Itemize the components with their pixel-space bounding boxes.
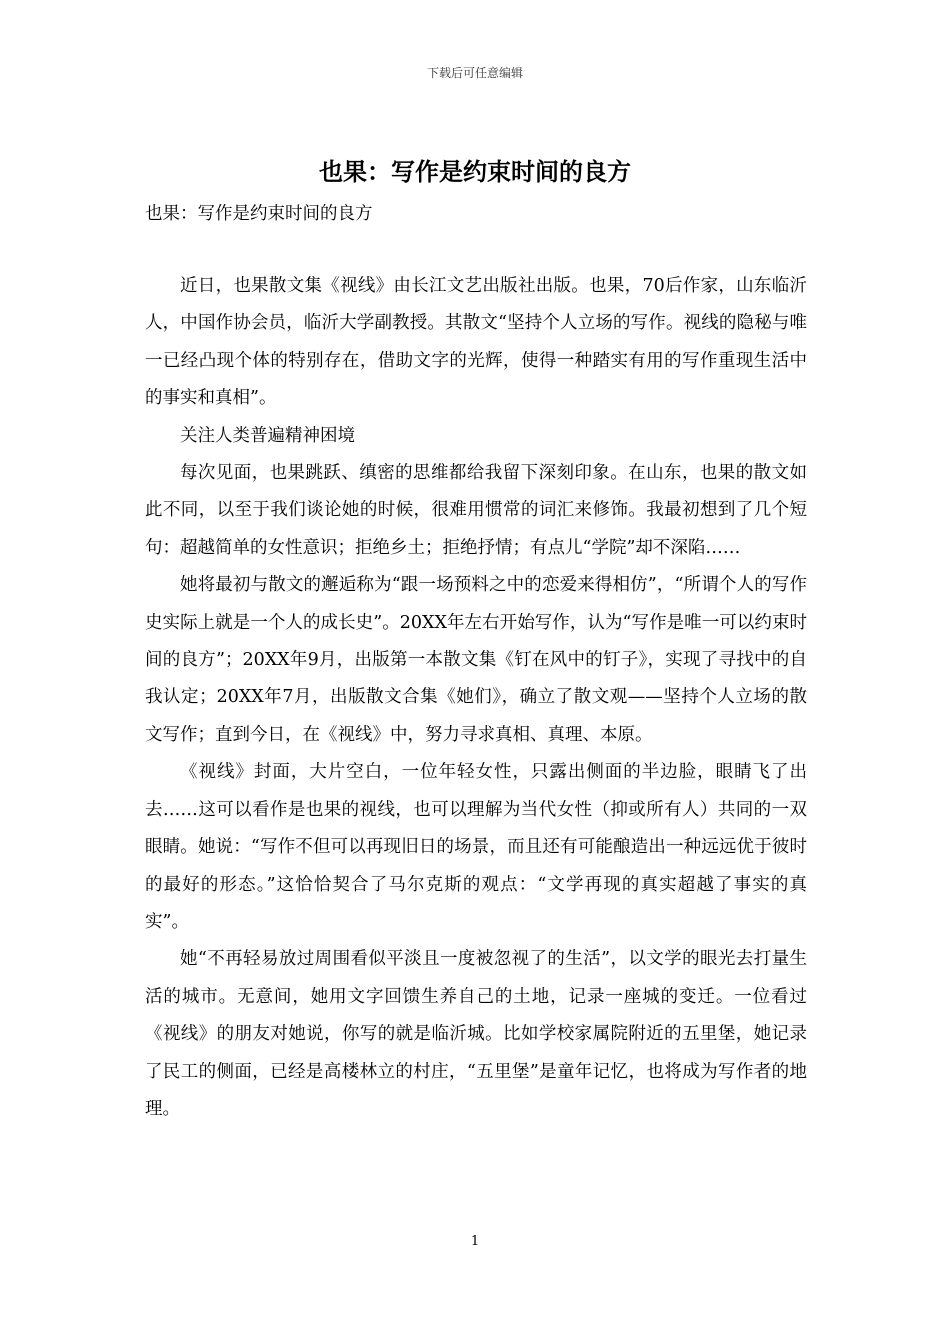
paragraph: 她“不再轻易放过周围看似平淡且一度被忽视了的生活”，以文学的眼光去打量生活的城市。无意间，她用文字回馈生养自己的土地，记录一座城的变迁。一位看过《视线》的朋友对她说，你写的就是临沂城。比如学校家属院附近的五里堡，她记录了民工的侧面，已经是高楼林立的村庄，“五里堡”是童年记忆，也将成为写作者的地理。 [145,949,807,1119]
page-number: 1 [470,1234,480,1249]
document-title: 也果：写作是约束时间的良方 [319,157,631,186]
article-body [145,268,807,1128]
document-subtitle: 也果：写作是约束时间的良方 [145,204,373,224]
header-note: 下载后可任意编辑 [426,66,523,80]
section-heading: 关注人类普遍精神困境 [180,425,355,446]
paragraph-intro: 近日，也果散文集《视线》由长江文艺出版社出版。也果，70后作家，山东临沂人，中国作协会员，临沂大学副教授。其散文“坚持个人立场的写作。视线的隐秘与唯一已经凸现个体的特别存在，借助文字的光辉，使得一种踏实有用的写作重现生活中的事实和真相”。 [145,276,807,409]
paragraph: 《视线》封面，大片空白，一位年轻女性，只露出侧面的半边脸，眼睛飞了出去……这可以看作是也果的视线，也可以理解为当代女性（抑或所有人）共同的一双眼睛。她说：“写作不但可以再现旧日的场景，而且还有可能酿造出一种远远优于彼时的最好的形态。”这恰恰契合了马尔克斯的观点：“文学再现的真实超越了事实的真实”。 [145,762,807,932]
paragraph: 她将最初与散文的邂逅称为“跟一场预料之中的恋爱来得相仿”，“所谓个人的写作史实际上就是一个人的成长史”。20XX年左右开始写作，认为“写作是唯一可以约束时间的良方”；20XX年9月，出版第一本散文集《钉在风中的钉子》，实现了寻找中的自我认定；20XX年7月，出版散文合集《她们》，确立了散文观——坚持个人立场的散文写作；直到今日，在《视线》中，努力寻求真相、真理、本原。 [145,575,807,745]
paragraph: 每次见面，也果跳跃、缜密的思维都给我留下深刻印象。在山东，也果的散文如此不同，以至于我们谈论她的时候，很难用惯常的词汇来修饰。我最初想到了几个短句：超越简单的女性意识；拒绝乡土；拒绝抒情；有点儿“学院”却不深陷…… [145,463,807,558]
